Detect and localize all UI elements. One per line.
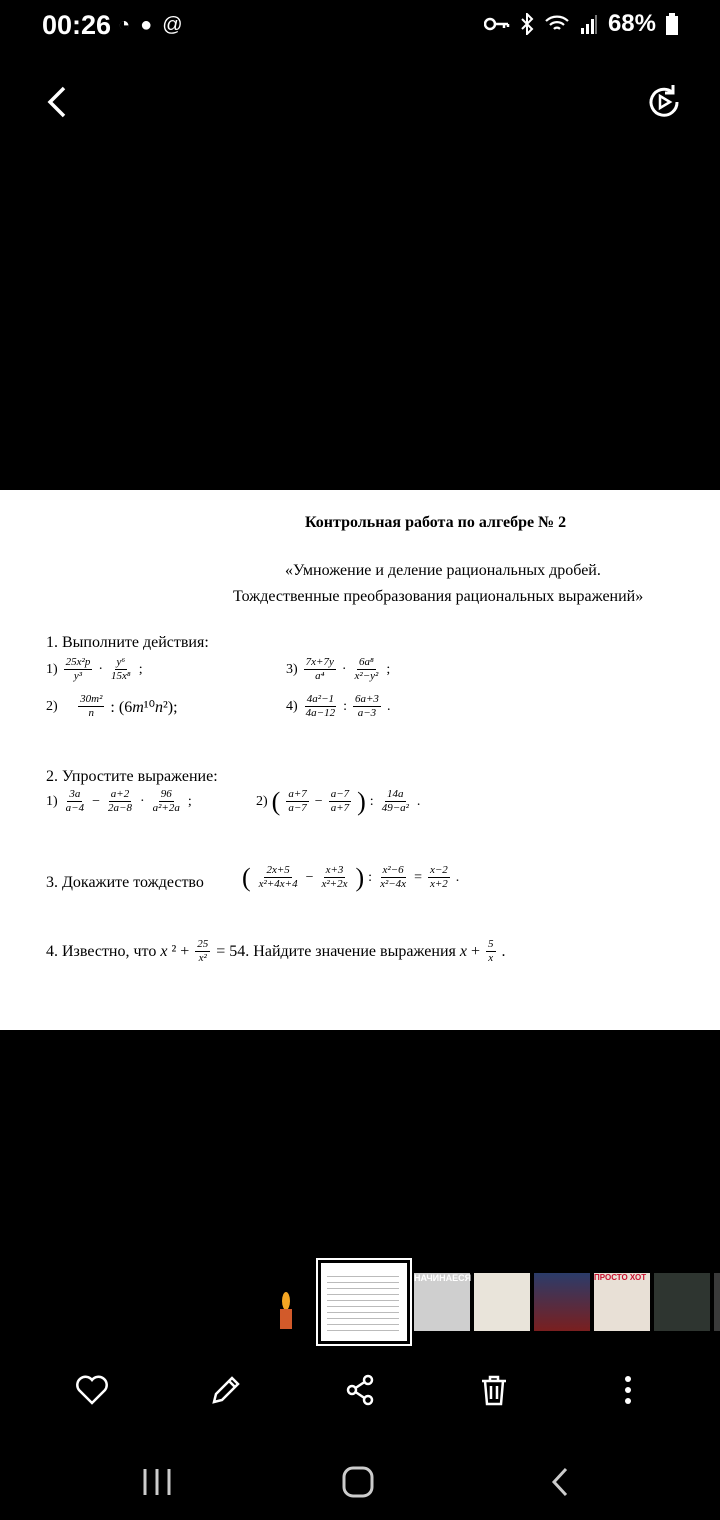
thumbnail-candle[interactable] bbox=[270, 1273, 314, 1331]
task1-item3-label: 3) bbox=[286, 661, 298, 677]
thumbnail-flag[interactable] bbox=[534, 1273, 590, 1331]
rotate-button[interactable] bbox=[644, 82, 684, 122]
task2-item2-label: 2) bbox=[256, 793, 268, 809]
task4-text-before: 4. Известно, что bbox=[46, 942, 157, 960]
home-icon bbox=[341, 1465, 375, 1499]
task1-item3: 3) $\frac{7x+7y}{\text{a⁴}}$ · $\frac{\text{6a⁸}}{\text{x²−y²}}$ ; bbox=[286, 656, 391, 682]
task1-item4: 4) $\frac{\text{4a²−1}}{4a-12}$ : $\frac{6a+3}{a-3}$ . bbox=[286, 693, 391, 719]
document-image[interactable] bbox=[0, 490, 720, 1030]
trash-icon bbox=[479, 1374, 509, 1406]
more-icon bbox=[624, 1375, 632, 1405]
status-right bbox=[484, 10, 678, 38]
doc-subtitle-line1: «Умножение и деление рациональных дробей. bbox=[285, 562, 601, 579]
notification-icons bbox=[118, 14, 183, 37]
pencil-icon bbox=[210, 1374, 242, 1406]
heart-icon bbox=[75, 1375, 109, 1405]
task4: 4. Известно, что x ² + $\frac{25}{\text{x²}}$ = 54. Найдите значение выражения x + $\frac{5}{x}$ . bbox=[46, 938, 506, 964]
recents-button[interactable] bbox=[135, 1460, 179, 1504]
task2-item1: 1) $\frac{3a}{a-4}$ − $\frac{a+2}{2a-8}$ · $\frac{96}{\text{a²+2a}}$ ; bbox=[46, 788, 192, 814]
thumbnail-dark-2[interactable] bbox=[714, 1273, 720, 1331]
task2-item2: 2) ( $\frac{a+7}{a-7}$ − $\frac{a-7}{a+7}$ ) : $\frac{14a}{\text{49−a²}}$ . bbox=[256, 786, 421, 816]
status-time: 00:26 bbox=[42, 10, 112, 40]
back-button[interactable] bbox=[38, 82, 78, 122]
share-icon bbox=[344, 1374, 376, 1406]
rotate-icon bbox=[644, 82, 684, 122]
bluetooth-icon bbox=[520, 13, 534, 35]
task1-item2-label: 2) bbox=[46, 698, 58, 714]
thumbnail-strip[interactable] bbox=[270, 1262, 720, 1342]
wifi-icon bbox=[544, 14, 570, 34]
thumbnail-meme[interactable]: НАЧИНАЕСЯ bbox=[414, 1273, 470, 1331]
share-button[interactable] bbox=[338, 1368, 382, 1412]
task3-identity: ( $\frac{2x+5}{\text{x²+4x+4}}$ − $\frac{x+3}{\text{x²+2x}}$ ) : $\frac{\text{x²−6}}{\text{x²−4x}}$ = $\frac{x-2}{x+2}$ . bbox=[242, 862, 460, 892]
chat-bubble-icon: ● bbox=[140, 14, 153, 36]
task1-item2: 2) $\frac{\text{30m²}}{n}$ : (6m¹⁰n²); bbox=[46, 693, 178, 719]
at-icon: @ bbox=[162, 14, 183, 36]
doc-title: Контрольная работа по алгебре № 2 bbox=[305, 514, 567, 531]
task4-text-mid: = 54. Найдите значение выражения bbox=[216, 942, 456, 960]
task1-item1: 1) $\frac{\text{25x²p}}{\text{y³}}$ · $\frac{\text{y⁶}}{\text{15x⁸}}$ ; bbox=[46, 656, 143, 682]
navigation-bar bbox=[0, 1450, 720, 1510]
speedometer-icon: ◔ bbox=[118, 14, 131, 36]
thumbnail-text-post[interactable]: ПРОСТО ХОТ bbox=[594, 1273, 650, 1331]
task1-item1-label: 1) bbox=[46, 661, 58, 677]
delete-button[interactable] bbox=[472, 1368, 516, 1412]
signal-icon bbox=[580, 14, 598, 34]
task3-heading: 3. Докажите тождество bbox=[46, 874, 204, 891]
thumbnail-dark-1[interactable] bbox=[654, 1273, 710, 1331]
task1-item4-label: 4) bbox=[286, 698, 298, 714]
bottom-toolbar bbox=[0, 1360, 720, 1420]
thumbnail-selected-document[interactable] bbox=[318, 1260, 410, 1344]
candle-icon bbox=[270, 1273, 314, 1331]
task1-heading: 1. Выполните действия: bbox=[46, 634, 209, 651]
thumbnail-dog[interactable] bbox=[474, 1273, 530, 1331]
more-options-button[interactable] bbox=[606, 1368, 650, 1412]
key-icon bbox=[484, 16, 510, 32]
favorite-button[interactable] bbox=[70, 1368, 114, 1412]
task2-item1-label: 1) bbox=[46, 793, 58, 809]
back-icon bbox=[548, 1466, 572, 1498]
doc-subtitle-line2: Тождественные преобразования рациональных выражений» bbox=[233, 588, 644, 605]
task2-heading: 2. Упростите выражение: bbox=[46, 768, 218, 785]
home-button[interactable] bbox=[336, 1460, 380, 1504]
edit-button[interactable] bbox=[204, 1368, 248, 1412]
recents-icon bbox=[141, 1467, 173, 1497]
nav-back-button[interactable] bbox=[538, 1460, 582, 1504]
chevron-left-icon bbox=[38, 82, 78, 122]
battery-icon bbox=[666, 13, 678, 35]
battery-percent: 68% bbox=[607, 10, 656, 37]
